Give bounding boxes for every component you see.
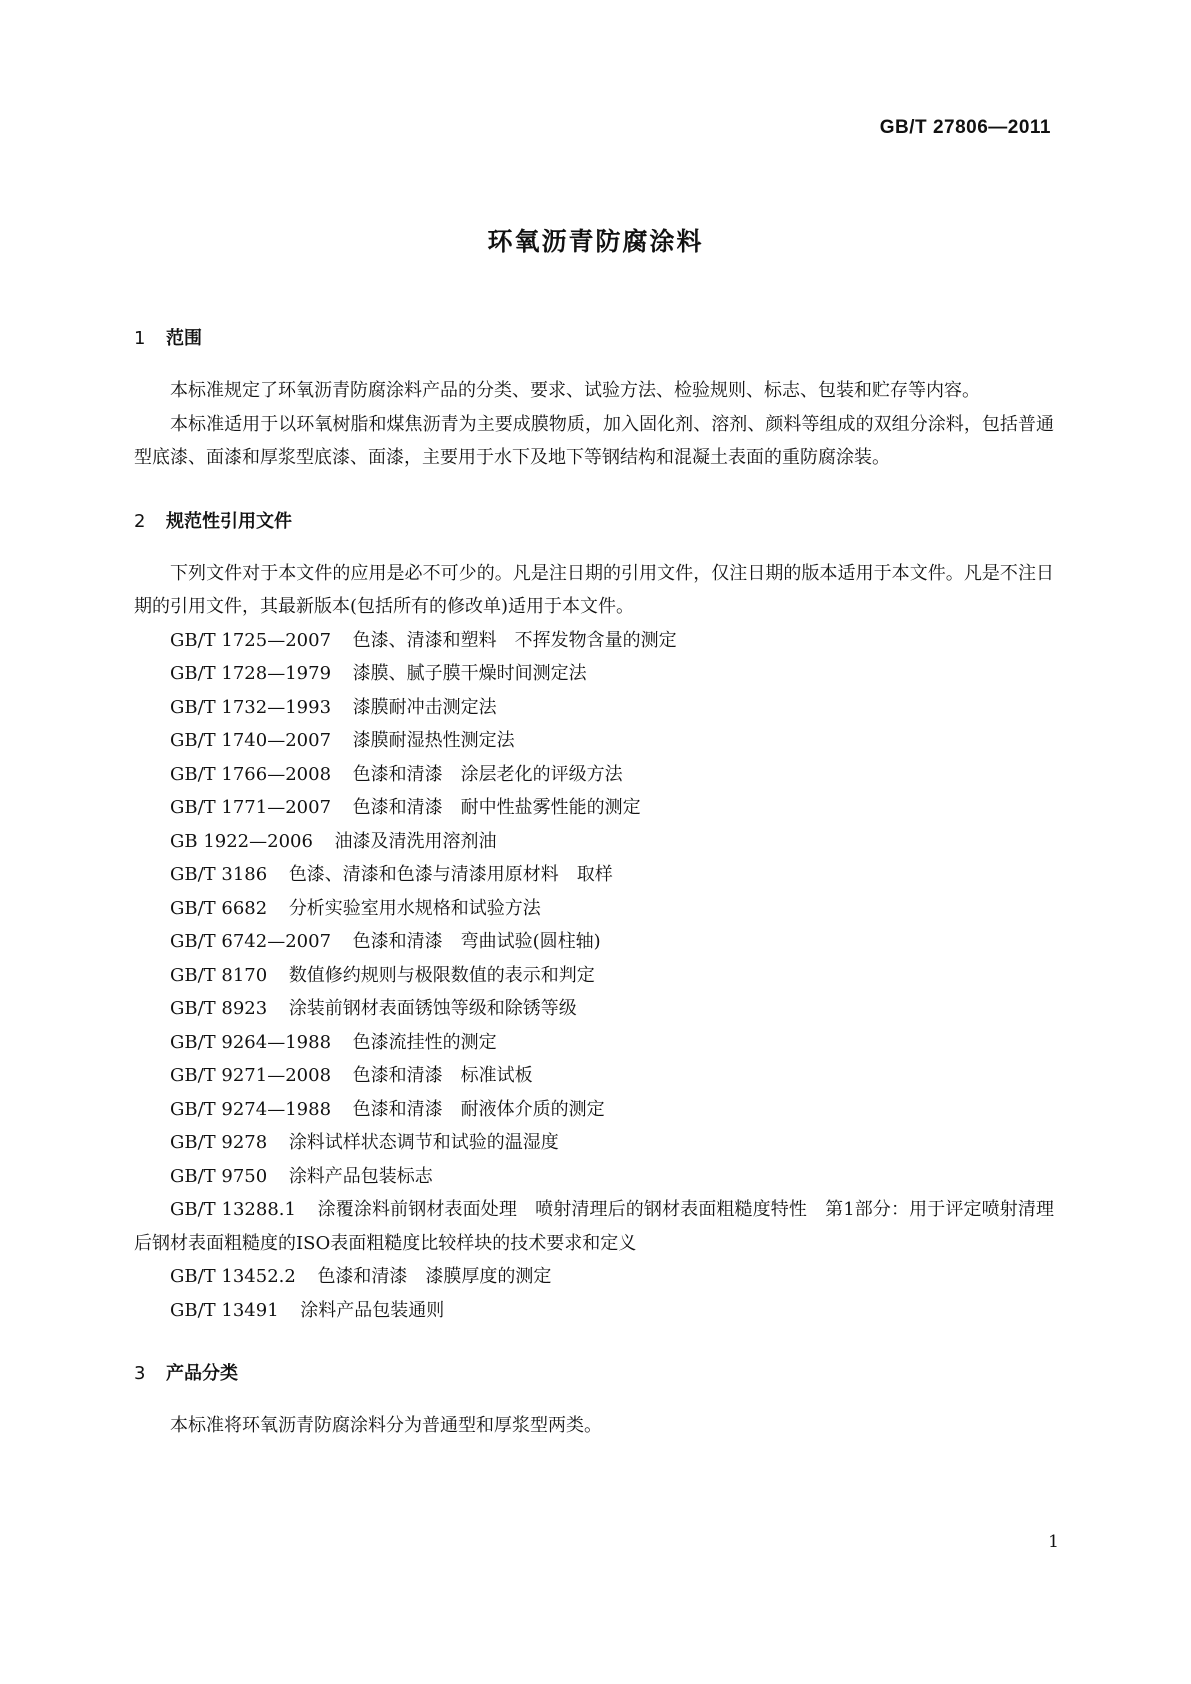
- paragraph: 本标准规定了环氧沥青防腐涂料产品的分类、要求、试验方法、检验规则、标志、包装和贮存等内容。: [170, 380, 980, 401]
- reference-item: [134, 1294, 1054, 1328]
- reference-code: GB/T 3186: [170, 864, 268, 885]
- reference-item: [134, 1026, 1054, 1060]
- reference-title: 漆膜耐湿热性测定法: [352, 730, 515, 751]
- reference-title: 色漆和清漆 耐中性盐雾性能的测定: [352, 797, 641, 818]
- reference-item: [134, 758, 1054, 792]
- reference-item: [134, 1059, 1054, 1093]
- reference-code: GB/T 1732—1993: [170, 696, 332, 718]
- reference-code: GB/T 9750: [170, 1165, 268, 1187]
- section-number: 1: [134, 328, 146, 349]
- reference-item: [134, 1193, 1054, 1260]
- reference-title: 涂料产品包装标志: [288, 1165, 433, 1187]
- reference-code: GB/T 1740—2007: [170, 730, 332, 751]
- section-title: 范围: [166, 328, 202, 349]
- reference-item: [134, 691, 1054, 725]
- reference-code: GB/T 1725—2007: [170, 629, 332, 651]
- reference-item: [134, 1093, 1054, 1127]
- paragraph: 本标准将环氧沥青防腐涂料分为普通型和厚浆型两类。: [170, 1415, 602, 1436]
- reference-title: 涂装前钢材表面锈蚀等级和除锈等级: [288, 998, 577, 1019]
- paragraph: 下列文件对于本文件的应用是必不可少的。凡是注日期的引用文件，仅注日期的版本适用于本文件。凡是不注日期的引用文件，其最新版本(包括所有的修改单)适用于本文件。: [134, 562, 1054, 617]
- reference-code: GB/T 9271—2008: [170, 1065, 332, 1086]
- reference-item: [134, 791, 1054, 825]
- reference-code: GB/T 6742—2007: [170, 931, 332, 952]
- reference-title: 色漆和清漆 标准试板: [352, 1065, 533, 1086]
- section-title: 产品分类: [166, 1363, 238, 1384]
- reference-title: 涂料试样状态调节和试验的温湿度: [288, 1132, 559, 1153]
- reference-title: 漆膜耐冲击测定法: [352, 696, 497, 718]
- section-heading-product-classification: [134, 1361, 1054, 1387]
- reference-title: 油漆及清洗用溶剂油: [334, 830, 497, 852]
- reference-item: [134, 825, 1054, 859]
- reference-item: [134, 724, 1054, 758]
- reference-code: GB/T 8170: [170, 964, 268, 986]
- reference-title: 分析实验室用水规格和试验方法: [288, 897, 541, 919]
- section-number: 3: [134, 1363, 146, 1384]
- reference-item: [134, 959, 1054, 993]
- reference-item: [134, 1160, 1054, 1194]
- reference-title: 数值修约规则与极限数值的表示和判定: [288, 964, 595, 986]
- reference-code: GB/T 13491: [170, 1299, 279, 1321]
- reference-code: GB/T 8923: [170, 998, 268, 1019]
- reference-item: [134, 1260, 1054, 1294]
- reference-title: 涂料产品包装通则: [300, 1299, 445, 1321]
- section-title: 规范性引用文件: [166, 510, 292, 532]
- section-heading-normative-references: [134, 509, 1054, 535]
- reference-item: [134, 992, 1054, 1026]
- section-number: 2: [134, 510, 146, 532]
- paragraph: 本标准适用于以环氧树脂和煤焦沥青为主要成膜物质，加入固化剂、溶剂、颜料等组成的双组分涂料，包括普通型底漆、面漆和厚浆型底漆、面漆，主要用于水下及地下等钢结构和混凝土表面的重防腐涂装。: [134, 413, 1054, 468]
- reference-title: 色漆流挂性的测定: [352, 1031, 497, 1053]
- page-number: 1: [1048, 1532, 1059, 1552]
- reference-title: 漆膜、腻子膜干燥时间测定法: [352, 663, 587, 684]
- section-heading-scope: [134, 326, 1054, 352]
- reference-item: [134, 1126, 1054, 1160]
- reference-item: [134, 657, 1054, 691]
- reference-title: 色漆和清漆 漆膜厚度的测定: [317, 1266, 552, 1287]
- reference-item: [134, 925, 1054, 959]
- reference-code: GB/T 13288.1: [170, 1199, 296, 1220]
- reference-item: [134, 624, 1054, 658]
- document-title: 环氧沥青防腐涂料: [487, 227, 704, 256]
- reference-title: 色漆、清漆和塑料 不挥发物含量的测定: [352, 629, 677, 651]
- reference-item: [134, 858, 1054, 892]
- reference-code: GB/T 6682: [170, 897, 268, 919]
- reference-title: 涂覆涂料前钢材表面处理 喷射清理后的钢材表面粗糙度特性 第1部分：用于评定喷射清理后钢材表面粗糙度的ISO表面粗糙度比较样块的技术要求和定义: [134, 1199, 1054, 1254]
- reference-list: [134, 624, 1054, 1328]
- document-body: [134, 326, 1054, 1443]
- reference-title: 色漆和清漆 涂层老化的评级方法: [352, 763, 623, 785]
- reference-code: GB/T 1728—1979: [170, 663, 332, 684]
- standard-number: GB/T 27806—2011: [879, 117, 1051, 138]
- reference-code: GB/T 1766—2008: [170, 763, 332, 785]
- reference-code: GB/T 9274—1988: [170, 1098, 332, 1120]
- reference-title: 色漆和清漆 耐液体介质的测定: [352, 1098, 605, 1120]
- reference-code: GB/T 13452.2: [170, 1266, 296, 1287]
- reference-code: GB/T 1771—2007: [170, 797, 332, 818]
- reference-code: GB 1922—2006: [170, 830, 313, 852]
- reference-title: 色漆和清漆 弯曲试验(圆柱轴): [352, 931, 601, 952]
- reference-item: [134, 892, 1054, 926]
- reference-code: GB/T 9278: [170, 1132, 268, 1153]
- reference-title: 色漆、清漆和色漆与清漆用原材料 取样: [288, 864, 613, 885]
- reference-code: GB/T 9264—1988: [170, 1031, 332, 1053]
